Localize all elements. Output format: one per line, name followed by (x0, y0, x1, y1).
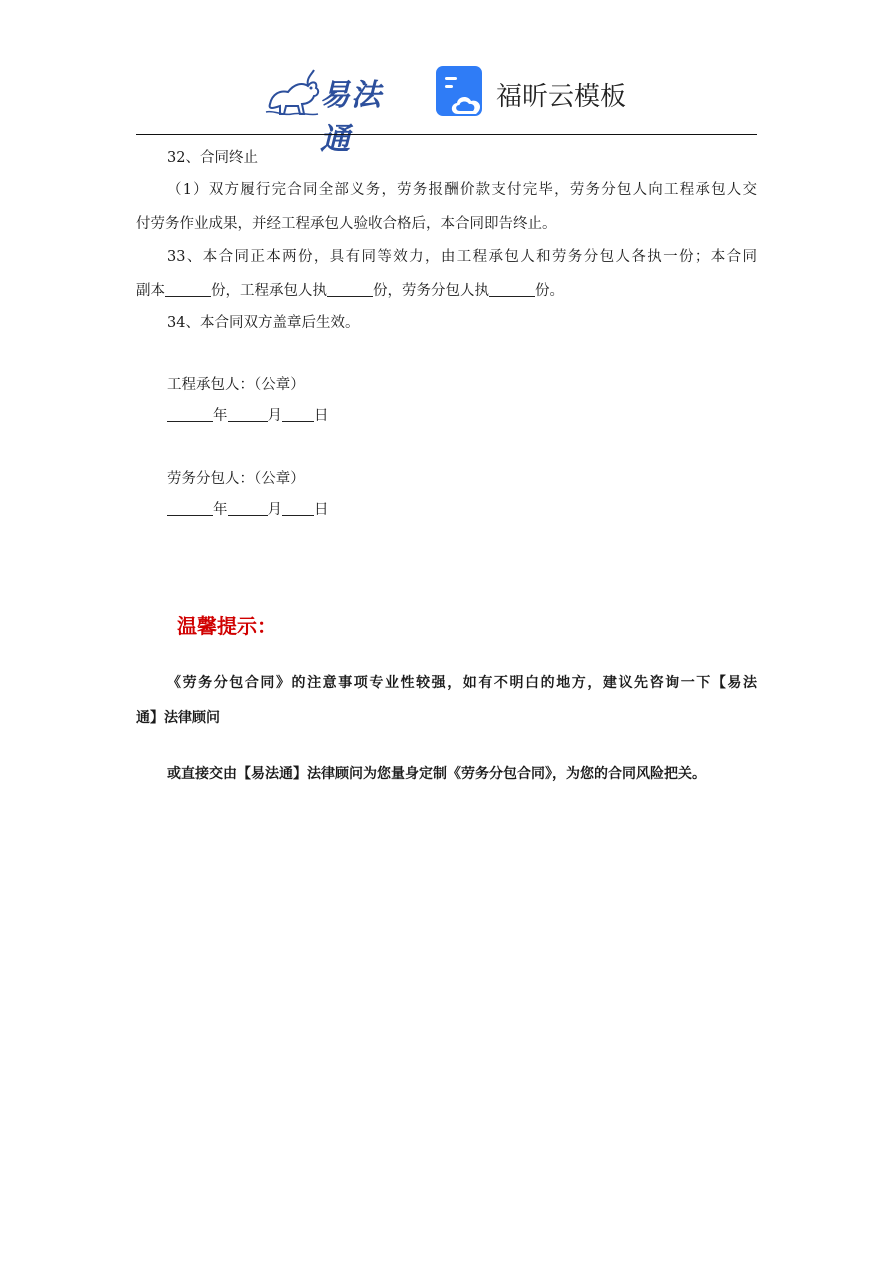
month-blank (228, 501, 268, 516)
clause-32-paragraph-line-1: （1）双方履行完合同全部义务，劳务报酬价款支付完毕，劳务分包人向工程承包人交 (167, 182, 757, 198)
qilin-icon (262, 64, 322, 120)
clause-32-paragraph-line-2: 付劳务作业成果，并经工程承包人验收合格后，本合同即告终止。 (136, 216, 557, 232)
cloud-document-icon (436, 66, 488, 118)
header-divider (136, 134, 757, 135)
day-label: 日 (314, 502, 329, 518)
copies-blank (165, 282, 211, 297)
clause-33-text-c: 份，劳务分包人执 (373, 283, 489, 299)
subcontractor-copies-blank (489, 282, 535, 297)
subcontractor-date-line (167, 498, 329, 519)
day-blank (282, 501, 314, 516)
clause-33-line-2 (136, 279, 564, 300)
day-label: 日 (314, 408, 329, 424)
contractor-seal-label: 工程承包人：（公章） (167, 377, 305, 393)
foxit-cloud-template-text: 福昕云模板 (496, 82, 627, 112)
clause-33-text-d: 份。 (535, 283, 564, 299)
month-label: 月 (267, 502, 282, 518)
year-label: 年 (213, 502, 228, 518)
subcontractor-seal-label: 劳务分包人：（公章） (167, 471, 305, 487)
month-blank (228, 407, 268, 422)
tips-paragraph-2: 或直接交由【易法通】法律顾问为您量身定制《劳务分包合同》，为您的合同风险把关。 (167, 766, 706, 782)
month-label: 月 (267, 408, 282, 424)
contractor-copies-blank (327, 282, 373, 297)
year-blank (167, 501, 213, 516)
tips-paragraph-1-line-2: 通】法律顾问 (136, 710, 220, 726)
header (0, 60, 893, 157)
clause-33-text-b: 份，工程承包人执 (211, 283, 327, 299)
clause-33-text-a: 副本 (136, 283, 165, 299)
clause-32-title: 32、合同终止 (167, 150, 258, 166)
clause-34: 34、本合同双方盖章后生效。 (167, 315, 360, 331)
yifatong-logo-text: 易法通 (320, 78, 382, 157)
clause-33-line-1: 33、本合同正本两份，具有同等效力，由工程承包人和劳务分包人各执一份；本合同 (167, 249, 757, 265)
year-label: 年 (213, 408, 228, 424)
tips-title: 温馨提示： (177, 614, 277, 638)
foxit-cloud-template-logo (436, 64, 636, 120)
yifatong-logo (262, 64, 412, 157)
year-blank (167, 407, 213, 422)
contractor-date-line (167, 404, 329, 425)
day-blank (282, 407, 314, 422)
tips-paragraph-1-line-1: 《劳务分包合同》的注意事项专业性较强，如有不明白的地方，建议先咨询一下【易法 (167, 675, 757, 691)
